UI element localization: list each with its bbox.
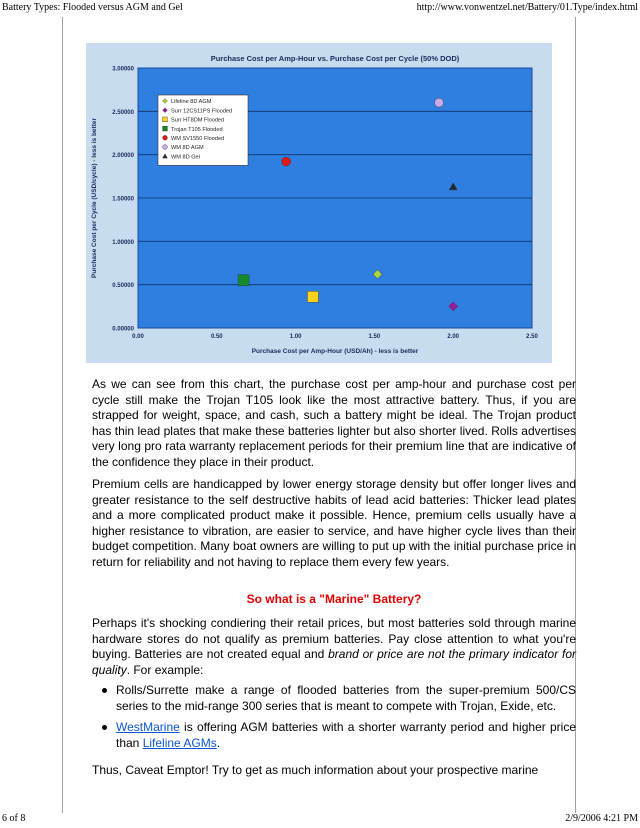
paragraph-premium-cells: Premium cells are handicapped by lower energy storage density but offer longer lives and greater resistance to the self destructive habits of lead acid batteries: Thicker lead plates and a more complicated product make it possible. Hence, premium cells usually have a higher resistance to vibration, are easier to service, and have higher cycle lives than their budget competition. Many boat owners are willing to put up with the initial purchase price in return for reliability and not having to replace them every few years. <box>92 477 576 569</box>
x-tick-label: 1.50 <box>368 334 381 340</box>
x-tick-label: 2.00 <box>447 334 460 340</box>
bullet2-end: . <box>216 735 221 750</box>
y-tick-label: 3.00000 <box>112 66 134 73</box>
section-heading-marine-battery: So what is a "Marine" Battery? <box>246 592 422 606</box>
y-axis-label: Purchase Cost per Cycle (USD/cycle) - less is better <box>91 117 98 279</box>
print-datetime: 2/9/2006 4:21 PM <box>565 813 638 824</box>
page-number: 6 of 8 <box>2 813 26 824</box>
p3-text-b: . For example: <box>126 662 204 677</box>
list-item-rolls: Rolls/Surrette make a range of flooded batteries from the super-premium 500/CS series to the mid-range 300 series that is meant to compete with Trojan, Exide, etc. <box>92 683 576 714</box>
chart-svg <box>86 43 552 363</box>
westmarine-link[interactable]: WestMarine <box>116 720 180 734</box>
legend-marker <box>163 117 168 122</box>
legend-label: Trojan T105 Flooded <box>171 126 223 133</box>
print-header-title: Battery Types: Flooded versus AGM and Gel <box>2 2 183 13</box>
paragraph-marine-stores <box>92 616 576 678</box>
legend-label: Lifeline 8D AGM <box>171 99 212 106</box>
chart-title: Purchase Cost per Amp-Hour vs. Purchase Cost per Cycle (50% DOD) <box>210 54 460 63</box>
y-tick-label: 0.00000 <box>112 326 134 333</box>
y-tick-label: 2.00000 <box>112 153 134 160</box>
y-tick-label: 2.50000 <box>112 109 134 116</box>
paragraph-trojan: As we can see from this chart, the purchase cost per amp-hour and purchase cost per cycle still make the Trojan T105 look like the most attractive battery. Thus, if you are strapped for weight, space, and cash, such a battery might be ideal. The Trojan product has thin lead plates that make these batteries lighter but also shorter lived. Rolls advertises very long pro rata warranty replacement periods for their premium line that are indicative of the confidence they place in their product. <box>92 377 576 469</box>
y-tick-label: 1.00000 <box>112 239 134 246</box>
legend-marker <box>163 126 168 131</box>
x-tick-label: 1.00 <box>289 334 302 340</box>
paragraph-caveat-emptor: Thus, Caveat Emptor! Try to get as much information about your prospective marine <box>92 763 539 777</box>
x-tick-label: 0.50 <box>210 334 223 340</box>
bullet2-text: is offering AGM batteries with a shorter warranty period and higher price than <box>116 720 576 750</box>
data-point <box>435 98 444 107</box>
data-point <box>282 157 291 166</box>
legend-marker <box>163 135 168 140</box>
x-tick-label: 2.50 <box>526 334 538 340</box>
p3-emphasis: brand or price are not the primary indicator for quality <box>92 647 576 677</box>
y-tick-label: 0.50000 <box>112 283 134 290</box>
x-tick-label: 0.00 <box>132 334 144 340</box>
legend-marker <box>163 145 168 150</box>
chart-legend <box>158 95 248 165</box>
data-point <box>307 291 318 302</box>
list-item-westmarine <box>92 720 576 751</box>
print-header-url: http://www.vonwentzel.net/Battery/01.Type/index.html <box>416 2 638 13</box>
print-footer <box>0 813 640 827</box>
data-point <box>238 275 249 286</box>
examples-list <box>92 683 576 757</box>
legend-label: WM 8D AGM <box>171 145 204 152</box>
x-axis-label: Purchase Cost per Amp-Hour (USD/Ah) - less is better <box>251 348 419 355</box>
lifeline-agms-link[interactable]: Lifeline AGMs <box>142 735 217 750</box>
scatter-chart <box>86 43 552 363</box>
legend-label: WM SV1550 Flooded <box>171 136 225 142</box>
y-tick-label: 1.50000 <box>112 196 134 203</box>
p3-text-a: Perhaps it's shocking condiering their retail prices, but most batteries sold through marine hardware stores do not qualify as premium batteries. Pay close attention to what you're buying. Batteries are not created equal and <box>92 616 576 661</box>
legend-label: WM 8D Gel <box>171 154 200 161</box>
print-header <box>0 2 640 16</box>
legend-label: Surr HT8DM Flooded <box>171 117 225 124</box>
legend-label: Surr 12CS11PS Flooded <box>171 108 233 115</box>
